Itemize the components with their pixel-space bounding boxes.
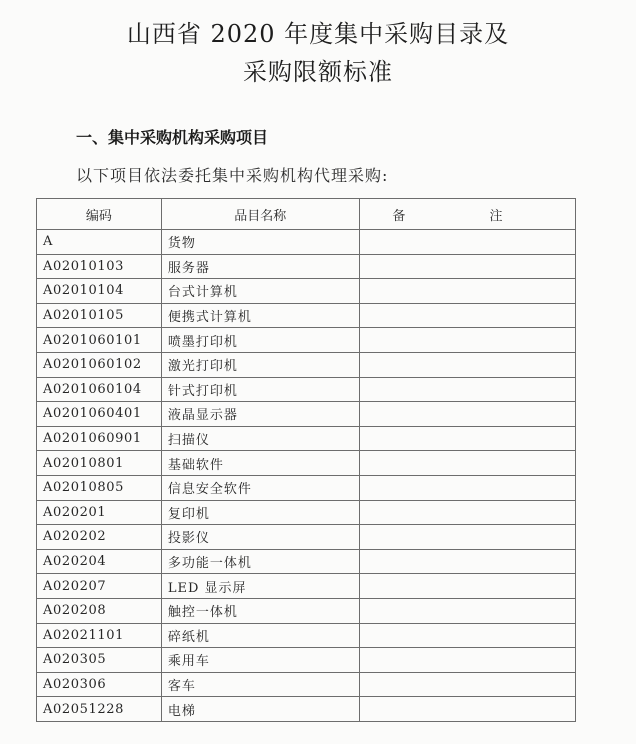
table-row: [37, 574, 576, 599]
section-heading: 一、集中采购机构采购项目: [76, 128, 269, 147]
remark-cell: [359, 549, 575, 574]
header-remark: 备 注: [359, 199, 575, 230]
item-name-cell: 服务器: [161, 254, 359, 279]
remark-cell: [359, 623, 575, 648]
item-code-cell: A0201060901: [37, 426, 162, 451]
item-name-cell: 便携式计算机: [161, 303, 359, 328]
item-code-cell: A0201060401: [37, 402, 162, 427]
remark-cell: [359, 475, 575, 500]
procurement-items-table: [36, 198, 576, 722]
item-name-cell: 喷墨打印机: [161, 328, 359, 353]
item-code-cell: A020202: [37, 525, 162, 550]
table-row: [37, 623, 576, 648]
table-row: [37, 426, 576, 451]
item-code-cell: A02021101: [37, 623, 162, 648]
item-name-cell: 触控一体机: [161, 598, 359, 623]
intro-text: 以下项目依法委托集中采购机构代理采购:: [76, 166, 389, 185]
item-code-cell: A020305: [37, 648, 162, 673]
item-code-cell: A020208: [37, 598, 162, 623]
item-name-cell: 多功能一体机: [161, 549, 359, 574]
table-row: [37, 303, 576, 328]
table-row: [37, 451, 576, 476]
table-row: [37, 475, 576, 500]
table-row: [37, 230, 576, 255]
remark-cell: [359, 426, 575, 451]
remark-cell: [359, 377, 575, 402]
item-name-cell: 投影仪: [161, 525, 359, 550]
item-code-cell: A02010104: [37, 279, 162, 304]
table-row: [37, 598, 576, 623]
item-code-cell: A020306: [37, 672, 162, 697]
item-code-cell: A020201: [37, 500, 162, 525]
item-name-cell: 针式打印机: [161, 377, 359, 402]
item-code-cell: A02010805: [37, 475, 162, 500]
document-title-line-2: 采购限额标准: [243, 58, 393, 86]
item-code-cell: A0201060101: [37, 328, 162, 353]
table-row: [37, 279, 576, 304]
document-title-line-1: 山西省 2020 年度集中采购目录及: [126, 20, 510, 48]
item-code-cell: A02010103: [37, 254, 162, 279]
remark-cell: [359, 598, 575, 623]
table-row: [37, 254, 576, 279]
table-row: [37, 500, 576, 525]
table-row: [37, 402, 576, 427]
remark-cell: [359, 230, 575, 255]
item-code-cell: A0201060102: [37, 352, 162, 377]
table-row: [37, 352, 576, 377]
item-name-cell: 信息安全软件: [161, 475, 359, 500]
header-code: 编码: [37, 199, 162, 230]
header-item-name: 品目名称: [161, 199, 359, 230]
item-code-cell: A: [37, 230, 162, 255]
remark-cell: [359, 648, 575, 673]
item-code-cell: A02010801: [37, 451, 162, 476]
remark-cell: [359, 352, 575, 377]
remark-cell: [359, 525, 575, 550]
item-code-cell: A020207: [37, 574, 162, 599]
remark-cell: [359, 697, 575, 722]
table-row: [37, 697, 576, 722]
remark-cell: [359, 254, 575, 279]
item-name-cell: 货物: [161, 230, 359, 255]
item-name-cell: 基础软件: [161, 451, 359, 476]
remark-cell: [359, 574, 575, 599]
item-name-cell: 液晶显示器: [161, 402, 359, 427]
remark-cell: [359, 279, 575, 304]
item-name-cell: 乘用车: [161, 648, 359, 673]
remark-cell: [359, 402, 575, 427]
remark-cell: [359, 451, 575, 476]
table-row: [37, 672, 576, 697]
item-name-cell: 台式计算机: [161, 279, 359, 304]
table-row: [37, 549, 576, 574]
item-code-cell: A02010105: [37, 303, 162, 328]
remark-cell: [359, 672, 575, 697]
table-row: [37, 328, 576, 353]
item-code-cell: A0201060104: [37, 377, 162, 402]
table-header-row: [37, 199, 576, 230]
table-row: [37, 648, 576, 673]
remark-cell: [359, 303, 575, 328]
item-name-cell: 扫描仪: [161, 426, 359, 451]
item-name-cell: 碎纸机: [161, 623, 359, 648]
item-name-cell: 激光打印机: [161, 352, 359, 377]
item-code-cell: A020204: [37, 549, 162, 574]
table-row: [37, 377, 576, 402]
remark-cell: [359, 500, 575, 525]
item-name-cell: 复印机: [161, 500, 359, 525]
table-row: [37, 525, 576, 550]
item-name-cell: 电梯: [161, 697, 359, 722]
remark-cell: [359, 328, 575, 353]
item-name-cell: LED 显示屏: [161, 574, 359, 599]
item-code-cell: A02051228: [37, 697, 162, 722]
item-name-cell: 客车: [161, 672, 359, 697]
